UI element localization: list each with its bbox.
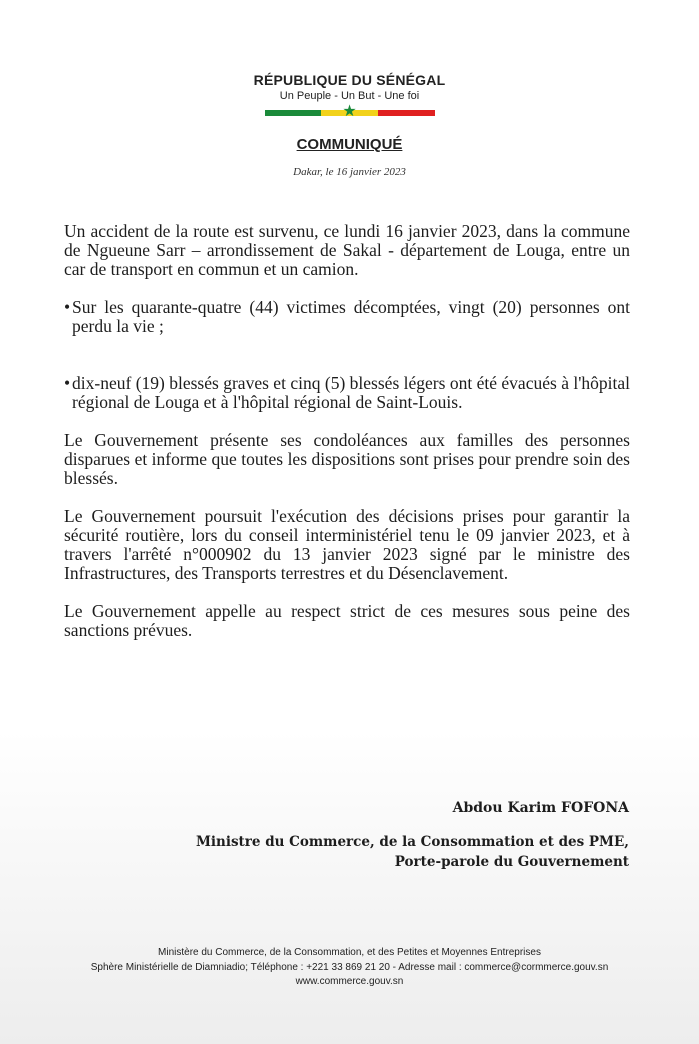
flag-red-band: [378, 110, 435, 116]
bullet-injured: [64, 374, 630, 412]
paragraph-accident: Un accident de la route est survenu, ce lundi 16 janvier 2023, dans la commune de Ngueune Sarr – arrondissement de Sakal - département de Louga, entre un car de transport en commun et un camion.: [64, 221, 630, 279]
bullet-injured-text: dix-neuf (19) blessés graves et cinq (5) blessés légers ont été évacués à l'hôpital régional de Louga et à l'hôpital régional de Saint-Louis.: [72, 373, 630, 412]
signatory-title-line1: Ministre du Commerce, de la Consommation et des PME,: [195, 834, 629, 850]
signatory-title-line2: Porte-parole du Gouvernement: [394, 854, 629, 870]
bullet-mark: •: [64, 373, 71, 393]
paragraph-condolences: Le Gouvernement présente ses condoléances aux familles des personnes disparues et informe que toutes les dispositions sont prises pour prendre soin des blessés.: [64, 430, 630, 488]
signatory-name: Abdou Karim FOFONA: [452, 800, 629, 816]
footer-ministry: Ministère du Commerce, de la Consommation, et des Petites et Moyennes Entreprises: [158, 947, 541, 958]
republic-title: RÉPUBLIQUE DU SÉNÉGAL: [253, 72, 446, 88]
signature-block: [196, 800, 629, 872]
footer-website: www.commerce.gouv.sn: [295, 976, 404, 987]
letterhead: [0, 72, 699, 120]
footer: [0, 946, 699, 990]
flag-green-band: [265, 110, 322, 116]
paragraph-measures: Le Gouvernement poursuit l'exécution des décisions prises pour garantir la sécurité routière, lors du conseil interministériel tenu le 09 janvier 2023, et à travers l'arrêté n°000902 du 13 janvier 2023 signé par le ministre des Infrastructures, des Transports terrestres et du Désenclavement.: [64, 506, 630, 583]
signatory-title: [196, 832, 629, 872]
communique-body: [64, 222, 630, 640]
document-title: COMMUNIQUÉ: [296, 136, 403, 153]
bullet-mark: •: [64, 297, 71, 317]
paragraph-appeal: Le Gouvernement appelle au respect strict de ces mesures sous peine des sanctions prévues.: [64, 601, 630, 640]
flag-stripe: [265, 101, 435, 120]
place-date: Dakar, le 16 janvier 2023: [293, 166, 406, 178]
star-icon: ★: [342, 101, 357, 120]
national-motto: Un Peuple - Un But - Une foi: [279, 90, 420, 102]
bullet-victims-text: Sur les quarante-quatre (44) victimes décomptées, vingt (20) personnes ont perdu la vie ;: [72, 297, 630, 336]
bullet-victims: [64, 298, 630, 336]
footer-contact: Sphère Ministérielle de Diamniadio; Téléphone : +221 33 869 21 20 - Adresse mail : commerce@cormmerce.gouv.sn: [90, 961, 609, 973]
